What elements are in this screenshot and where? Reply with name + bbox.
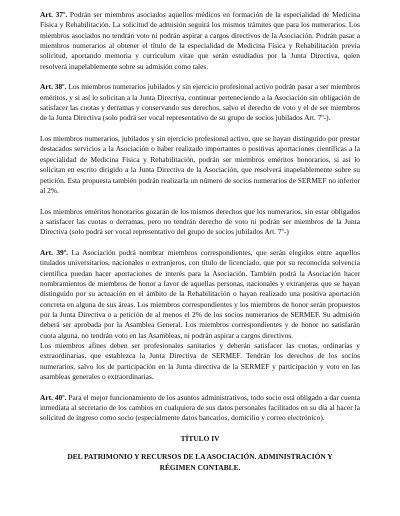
- article-40-paragraph: [40, 393, 360, 424]
- section-subtitle: [40, 452, 360, 473]
- emeritus-honorary-paragraph: [40, 134, 360, 196]
- affiliate-members-paragraph: [40, 341, 360, 382]
- section-title: TÍTULO IV: [180, 434, 220, 444]
- paragraph-text: Los miembros numerarios, jubilados y sin ejercicio profesional activo, que se hayan distinguido por prestar destacados servicios a la Asociación o haber realizado importantes o positivas aportaciones científicas a la especialidad de Medicina Física y Rehabilitación, podrán ser miembros eméritos honorarios, si así lo solicitan en escrito dirigido a la Junta Directiva de la Asociación, que resolverá inapelablemente sobre su petición. Esta propuesta también podrán realizarla un número de socios numerarios de SERMEF no inferior al 2%.: [40, 134, 360, 195]
- paragraph-text: Podrán ser miembros asociados aquellos médicos en formación de la especialidad de Medicina Física y Rehabilitación. La solicitud de admisión seguirá los mismos trámites que para los numerarios. Los miembros asociados no tendrán voto ni podrán aspirar a cargos directivos de la Asociación. Podrán pasar a miembros numerarios al obtener el título de la especialidad de Medicina Física y Rehabilitación previa solicitud, aportando memoria y curriculum vitae que serán estudiados por la Junta Directiva, quien resolverá inapelablemente sobre su admisión como tales.: [40, 10, 360, 71]
- article-number: Art. 37º.: [40, 10, 68, 19]
- paragraph-text: Los miembros eméritos honorarios gozarán de los mismos derechos que los numerarios, sin estar obligados a satisfacer las cuotas o derramas, pero no tendrán derecho de voto ni podrán ser miembros de la Junta Directiva (solo podrá ser vocal representativo del grupo de socios jubilados Art. 7º-): [40, 206, 360, 237]
- article-37-paragraph: [40, 10, 360, 72]
- section-subtitle-line-1: DEL PATRIMONIO Y RECURSOS DE LA ASOCIACIÓN. ADMINISTRACIÓN Y: [67, 452, 333, 462]
- emeritus-rights-paragraph: [40, 207, 360, 238]
- article-38-paragraph: [40, 82, 360, 123]
- paragraph-text: Para el mejor funcionamiento de los asuntos administrativos, todo socio está obligado a dar cuenta inmediata al secretario de los cambios en cualquiera de sus datos personales facilitados en su día al hacer la solicitud de ingreso como socio (especialmente datos bancarios, domicilio y correo electrónico).: [40, 392, 360, 423]
- section-subtitle-line-2: RÉGIMEN CONTABLE.: [159, 462, 241, 472]
- article-number: Art. 40º.: [40, 392, 67, 402]
- paragraph-text: Los miembros afines deben ser profesionales sanitarios y deberán satisfacer las cuotas, ordinarias y extraordinarias, que establezca la Junta Directiva de SERMEF. Tendrán los derechos de los socios numerarios, salvo los de participación en la Junta directiva de la SERMEF y participación y voto en las asambleas generales o extraordinarias.: [40, 341, 360, 382]
- paragraph-text: Los miembros numerarios jubilados y sin ejercicio profesional activo podrán pasar a ser miembros eméritos, y si así lo solicitan a la Junta Directiva, continuar perteneciendo a la Asociación sin obligación de satisfacer las cuotas y derramas y conservando sus derechos, salvo el derecho de voto y el de ser miembros de la Junta Directiva (solo podrá ser vocal representativo de su grupo de socios jubilados Art. 7º-).: [40, 82, 361, 123]
- article-number: Art. 38º.: [40, 82, 67, 92]
- article-39-paragraph: [40, 248, 360, 341]
- article-number: Art. 39º.: [40, 247, 69, 257]
- paragraph-text: La Asociación podrá nombrar miembros correspondientes, que serán elegidos entre aquellos titulados universitarios, nacionales o extranjeros, con título de licenciado, que por su reconocida solvencia científica puedan hacer aportaciones de interés para la Asociación. También podrá la Asociación hacer nombramientos de miembros de honor a favor de aquellas personas, nacionales y extranjeras que se hayan distinguido por su actuación en el ámbito de la Rehabilitación o hayan realizado una positiva aportación concreta en alguna de sus áreas. Los miembros correspondientes y los miembros de honor serán propuestos por la Junta Directiva o a petición de al menos el 2% de los socios numerarios de SERMEF. Su admisión deberá ser aprobada por la Asamblea General. Los miembros correspondientes y de honor no satisfarán cuota alguna, no tendrán voto en las Asambleas, ni podrán aspirar a cargos directivos.: [40, 247, 360, 340]
